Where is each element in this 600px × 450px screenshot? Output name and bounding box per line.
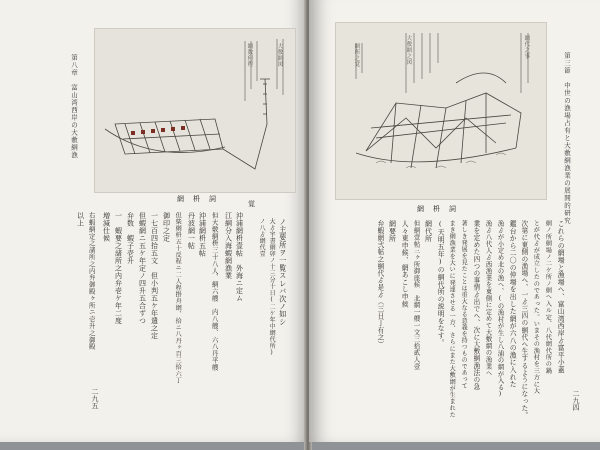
right-figure-caption: 網 枡 詞 (417, 205, 457, 213)
left-column: 大ゟ宇書網卯ノ十三分十日(二ケ年中網代所) (268, 218, 276, 357)
right-column: 漁ゟ八代人ゟ西漁業を東側に定めて大敷網の漁業ヘ (484, 220, 492, 377)
left-column: 右蝦網定之諸所之内弁御殿ヶ所ニ壱升之御殿 (87, 212, 96, 350)
left-column: 御印之定 (162, 212, 171, 242)
left-folio: 二九五 (91, 388, 99, 409)
right-column: (天明五年)の網代所の説明をなす。 (436, 220, 445, 347)
left-column: 丹波網一帖 (187, 212, 196, 250)
right-column: 網代所 (424, 220, 433, 243)
right-page (309, 0, 600, 442)
left-running-head: 第八章 富山湾西岸の大敷網漁 (70, 54, 78, 159)
left-column: 但柴網枡五十反程ニ二人程掛舟網、拾ニ八丹ヶ百三拾六丁 (174, 212, 182, 384)
right-figure-inscription-2: 網代之事 (523, 35, 530, 59)
right-column: これらの網場と漁場ヘ、富山湾西岸ゟ富平小蓋 (556, 220, 565, 374)
left-column: 以上 (76, 212, 85, 227)
left-column: 沖浦網枡五帖 (198, 212, 207, 257)
left-column: ノ主要所ヲ一覧スレバ次ノ如シ (278, 218, 288, 326)
left-column: 一 蝦要之諸所之内弁壱ケ年二度 (114, 212, 123, 325)
right-column: 業を定めた四つの事情ゟ出でヘ、次に大敷網漁法の急 (471, 220, 480, 391)
left-column: 弁数 蝦子壱升 (126, 212, 135, 265)
right-folio: 二九四 (572, 390, 580, 411)
right-column: 鑑台から二〇の仲場を出した網が六八の漁に入れた (508, 220, 517, 388)
left-column: ノ八ゟ網代壹 (258, 218, 266, 257)
right-column: 著しき発展を見たことは重大なる意義を持つものであって (460, 220, 468, 389)
right-column: 弁蝦網弐帖之網代ゟ是ゟ（三日丁有之） (375, 220, 384, 348)
right-column: 網要所 (388, 220, 397, 243)
left-column: 江網分入海蝦網漁業 (224, 212, 233, 280)
right-column: 但網壹帖三ヶ所御座候 北網一艘一文三拾貳人壹 (412, 220, 420, 370)
left-figure-inscription-2: 大敷網図 (276, 43, 283, 67)
left-column: 覚 (247, 200, 256, 208)
right-figure-inscription-3: 網所之覚 (353, 43, 360, 67)
right-running-head: 第三節 中世の漁場占有と大敷網漁業の展開的研究 (563, 52, 571, 225)
left-column: 増減仕候 (102, 212, 111, 242)
right-figure-inscription-1: 大敷網之図 (405, 35, 412, 65)
left-column: 但蝦網ニ五ケ年定ノ四升五合ずつ (138, 212, 147, 325)
left-figure-inscription-1: 網数何程 (246, 43, 253, 67)
left-figure-net-drawing (94, 28, 296, 193)
right-column: 人々東申候、網あこし申候 (400, 220, 409, 308)
left-column: 沖浦網枡壹帖 外海ニ定ム (235, 212, 244, 302)
right-figure-net-drawing (335, 22, 547, 200)
left-figure-caption: 網 枡 詞 (177, 195, 217, 203)
right-column: まき網漁業を大いに発達させる一方、さらにまた大敷網が生まれた (448, 220, 456, 418)
right-column: 次第に東側の漁場ヘ、一ゟ三四の網代ヘ生するようになった。 (519, 220, 528, 419)
right-column: 漁ゟが小定め北の漁ヘ、(の漁村が生し八浦の網が入る) (496, 220, 504, 399)
left-column: 一七百四拾五文 但小判五ケ年遣之定 (150, 212, 159, 340)
right-column: 網ノ所網場ノ二ケ所ノ網ヘ入ル定、八代網代所の鍋 (544, 220, 552, 375)
right-column: とが代ゟが成立したのであった。いまその漁村を三方に大 (532, 220, 540, 395)
left-column: 但大敷網枡三十八人、網六艘 内八艘、六八丹平艘 (210, 212, 219, 371)
